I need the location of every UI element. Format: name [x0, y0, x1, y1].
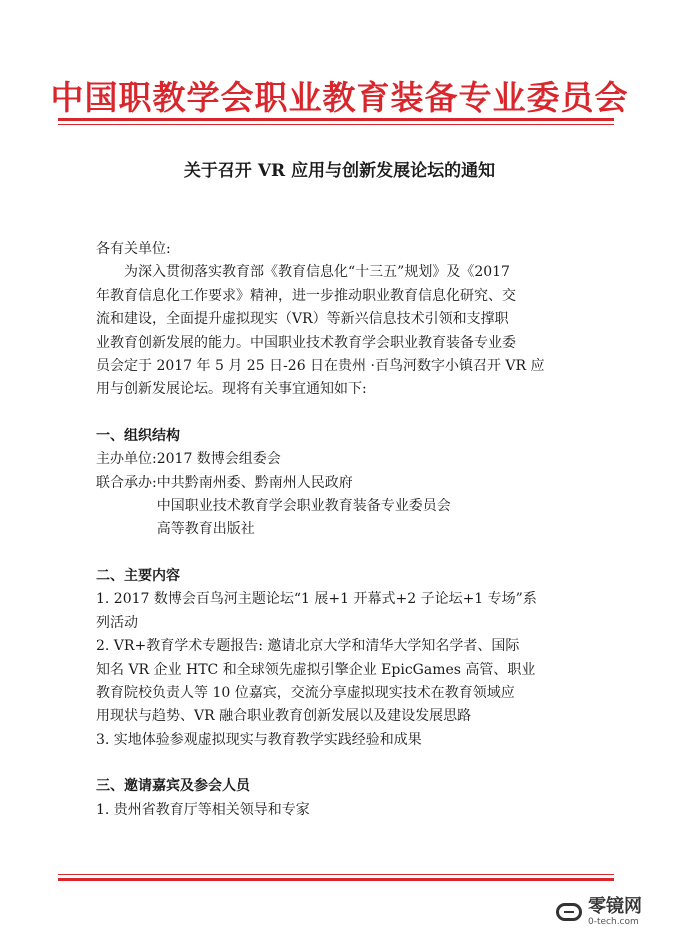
section-heading-content: 二、主要内容 [96, 567, 180, 584]
content-line: 1. 2017 数博会百鸟河主题论坛“1 展+1 开幕式+2 子论坛+1 专场”系 [96, 591, 537, 608]
co-organizer-row [96, 472, 580, 542]
host-label: 主办单位: [96, 451, 157, 468]
section-heading-organization: 一、组织结构 [96, 427, 180, 444]
intro-line: 流和建设，全面提升虚拟现实（VR）等新兴信息技术引领和支撑职 [96, 311, 509, 328]
watermark-logo [556, 894, 674, 930]
organization-title: 中国职教学会职业教育装备专业委员会 [50, 78, 629, 117]
co-organizer-label: 联合承办: [96, 474, 157, 491]
intro-line: 业教育创新发展的能力。中国职业技术教育学会职业教育装备专业委 [96, 334, 516, 351]
footer-rule-thick [58, 878, 614, 881]
content-line: 教育院校负责人等 10 位嘉宾，交流分享虚拟现实技术在教育领域应 [96, 684, 515, 701]
content-line: 用现状与趋势、VR 融合职业教育创新发展以及建设发展思路 [96, 708, 472, 725]
content-line: 3. 实地体验参观虚拟现实与教育教学实践经验和成果 [96, 731, 422, 748]
intro-line: 为深入贯彻落实教育部《教育信息化“十三五”规划》及《2017 [124, 264, 510, 281]
host-row [96, 448, 580, 471]
host-value: 2017 数博会组委会 [156, 451, 281, 468]
intro-line: 用与创新发展论坛。现将有关事宜通知如下: [96, 381, 367, 398]
co-organizer-list [157, 472, 451, 542]
salutation: 各有关单位: [96, 241, 171, 257]
content-line: 列活动 [96, 614, 138, 631]
co-organizer-item: 中国职业技术教育学会职业教育装备专业委员会 [156, 498, 451, 515]
header-rule-thick [58, 118, 614, 121]
co-organizer-item: 高等教育出版社 [156, 521, 255, 538]
section-heading-guests: 三、邀请嘉宾及参会人员 [96, 778, 250, 795]
intro-line: 员会定于 2017 年 5 月 25 日-26 日在贵州 ·百鸟河数字小镇召开 VR 应 [96, 358, 545, 375]
co-organizer-item: 中共黔南州委、黔南州人民政府 [156, 474, 353, 491]
footer-rule-thin [58, 874, 614, 875]
content-line: 知名 VR 企业 HTC 和全球领先虚拟引擎企业 EpicGames 高管、职业 [96, 661, 536, 678]
watermark-name: 零镜网 [588, 895, 642, 917]
guests-line: 1. 贵州省教育厅等相关领导和专家 [96, 801, 310, 818]
document-body [96, 238, 580, 822]
watermark-url: 0-tech.com [588, 916, 639, 927]
notice-title: 关于召开 VR 应用与创新发展论坛的通知 [183, 161, 496, 181]
intro-line: 年教育信息化工作要求》精神，进一步推动职业教育信息化研究、交 [96, 287, 516, 304]
content-line: 2. VR+教育学术专题报告: 邀请北京大学和清华大学知名学者、国际 [96, 638, 520, 655]
header-rule-thin [58, 124, 614, 125]
logo-icon [556, 903, 582, 921]
